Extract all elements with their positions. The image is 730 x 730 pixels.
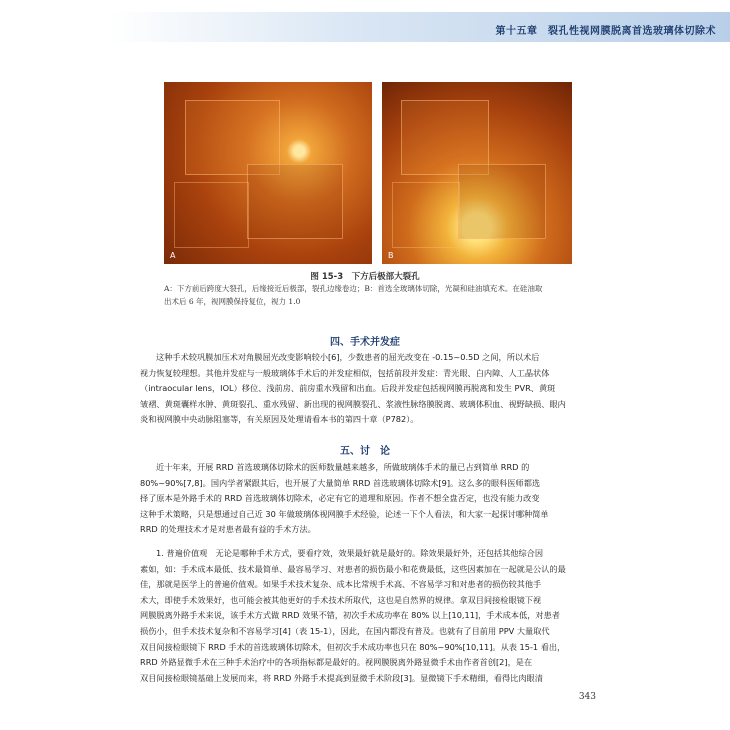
- chapter-header-title: 第十五章 裂孔性视网膜脱离首选玻璃体切除术: [495, 26, 716, 37]
- section-heading-complications: 四、手术并发症: [330, 337, 400, 348]
- text-line: 择了原本是外路手术的 RRD 首选玻璃体切除术，必定有它的道理和原因。作者不想全盘否定，也没有能力改变: [140, 493, 540, 504]
- text-line: 这种手术策略，只是想通过自己近 30 年做玻璃体视网膜手术经验，论述一下个人看法，和大家一起探讨哪种简单: [140, 508, 549, 519]
- complications-paragraph: [140, 350, 600, 428]
- fundus-mosaic-tile: [392, 182, 461, 248]
- caption-line: A：下方前后跨度大裂孔，后缘接近后极部，裂孔边缘卷边；B：首选全玻璃体切除，光凝和硅油填充术。在硅油取: [164, 284, 543, 293]
- text-line: 这种手术较巩膜加压术对角膜屈光改变影响较小[6]，少数患者的屈光改变在 -0.15~0.5D 之间，所以术后: [156, 352, 540, 362]
- fundus-image-a: [164, 82, 372, 264]
- discussion-paragraph-1: [140, 460, 600, 538]
- section-heading-discussion: 五、讨 论: [340, 446, 390, 457]
- text-line: 1. 普遍价值观 无论是哪种手术方式，要看疗效，效果最好就是最好的。除效果最好外，还包括其他综合因: [156, 548, 544, 558]
- fundus-mosaic-tile: [458, 164, 546, 239]
- text-line: 网膜脱离外路手术来说，该手术方式做 RRD 效果不错，初次手术成功率在 80% 以上[10,11]，手术成本低，对患者: [140, 610, 560, 621]
- fundus-image-b: [382, 82, 572, 264]
- text-line: 素如，如：手术成本最低、技术最简单、最容易学习、对患者的损伤最小和花费最低，这些因素加在一起就是公认的最: [140, 563, 566, 574]
- text-line: RRD 外路显微手术在三种手术治疗中的各项指标都是最好的。视网膜脱离外路显微手术由作者首创[2]，是在: [140, 657, 533, 668]
- text-line: 术大，即使手术效果好，也可能会被其他更好的手术技术所取代，这也是自然界的规律。拿双目间接检眼镜下视: [140, 594, 542, 605]
- text-line: （intraocular lens，IOL）移位、浅前房、前房重水残留和出血。后段并发症包括视网膜再脱离和发生 PVR、黄斑: [140, 383, 556, 394]
- text-line: 佳，那就是医学上的普遍价值观。如果手术技术复杂、成本比常规手术高、不容易学习和对患者的损伤较其他手: [140, 579, 542, 590]
- text-line: 视力恢复较理想。其他并发症与一般玻璃体手术后的并发症相似，包括前段并发症：青光眼、白内障、人工晶状体: [140, 367, 550, 378]
- panel-label-a: A: [170, 251, 176, 260]
- text-line: 皱褶、黄斑囊样水肿、黄斑裂孔、重水残留、新出现的视网膜裂孔、浆液性脉络膜脱离、玻璃体积血、视野缺损、眼内: [140, 398, 566, 409]
- figure-caption-body: [164, 282, 574, 308]
- text-line: 双目间接检眼镜下 RRD 手术的首选玻璃体切除术，但初次手术成功率也只在 80%~90%[10,11]。从表 15-1 看出，: [140, 641, 566, 652]
- text-line: 双目间接检眼镜基础上发展而来，将 RRD 外路手术提高到显微手术阶段[3]。显微镜下手术精细，看得比肉眼清: [140, 672, 543, 683]
- figure-caption-title: 图 15-3 下方后极部大裂孔: [310, 272, 420, 282]
- text-line: 近十年来，开展 RRD 首选玻璃体切除术的医师数量越来越多，所做玻璃体手术的量已占到简单 RRD 的: [156, 462, 530, 472]
- caption-line: 出术后 6 年，视网膜保持复位，视力 1.0: [164, 297, 301, 306]
- text-line: RRD 的处理技术才是对患者最有益的手术方法。: [140, 524, 316, 535]
- text-line: 损伤小，但手术技术复杂和不容易学习[4]（表 15-1），因此，在国内都没有普及。也就有了目前用 PPV 大量取代: [140, 625, 550, 636]
- fundus-mosaic-tile: [174, 182, 249, 248]
- panel-label-b: B: [388, 251, 394, 260]
- page-number: 343: [578, 692, 596, 702]
- text-line: 炎和视网膜中央动脉阻塞等，有关原因及处理请看本书的第四十章（P782）。: [140, 414, 419, 425]
- discussion-paragraph-2: [140, 546, 600, 686]
- fundus-mosaic-tile: [247, 164, 343, 239]
- text-line: 80%~90%[7,8]。国内学者紧跟其后，也开展了大量简单 RRD 首选玻璃体切除术[9]。这么多的眼科医师都选: [140, 477, 541, 488]
